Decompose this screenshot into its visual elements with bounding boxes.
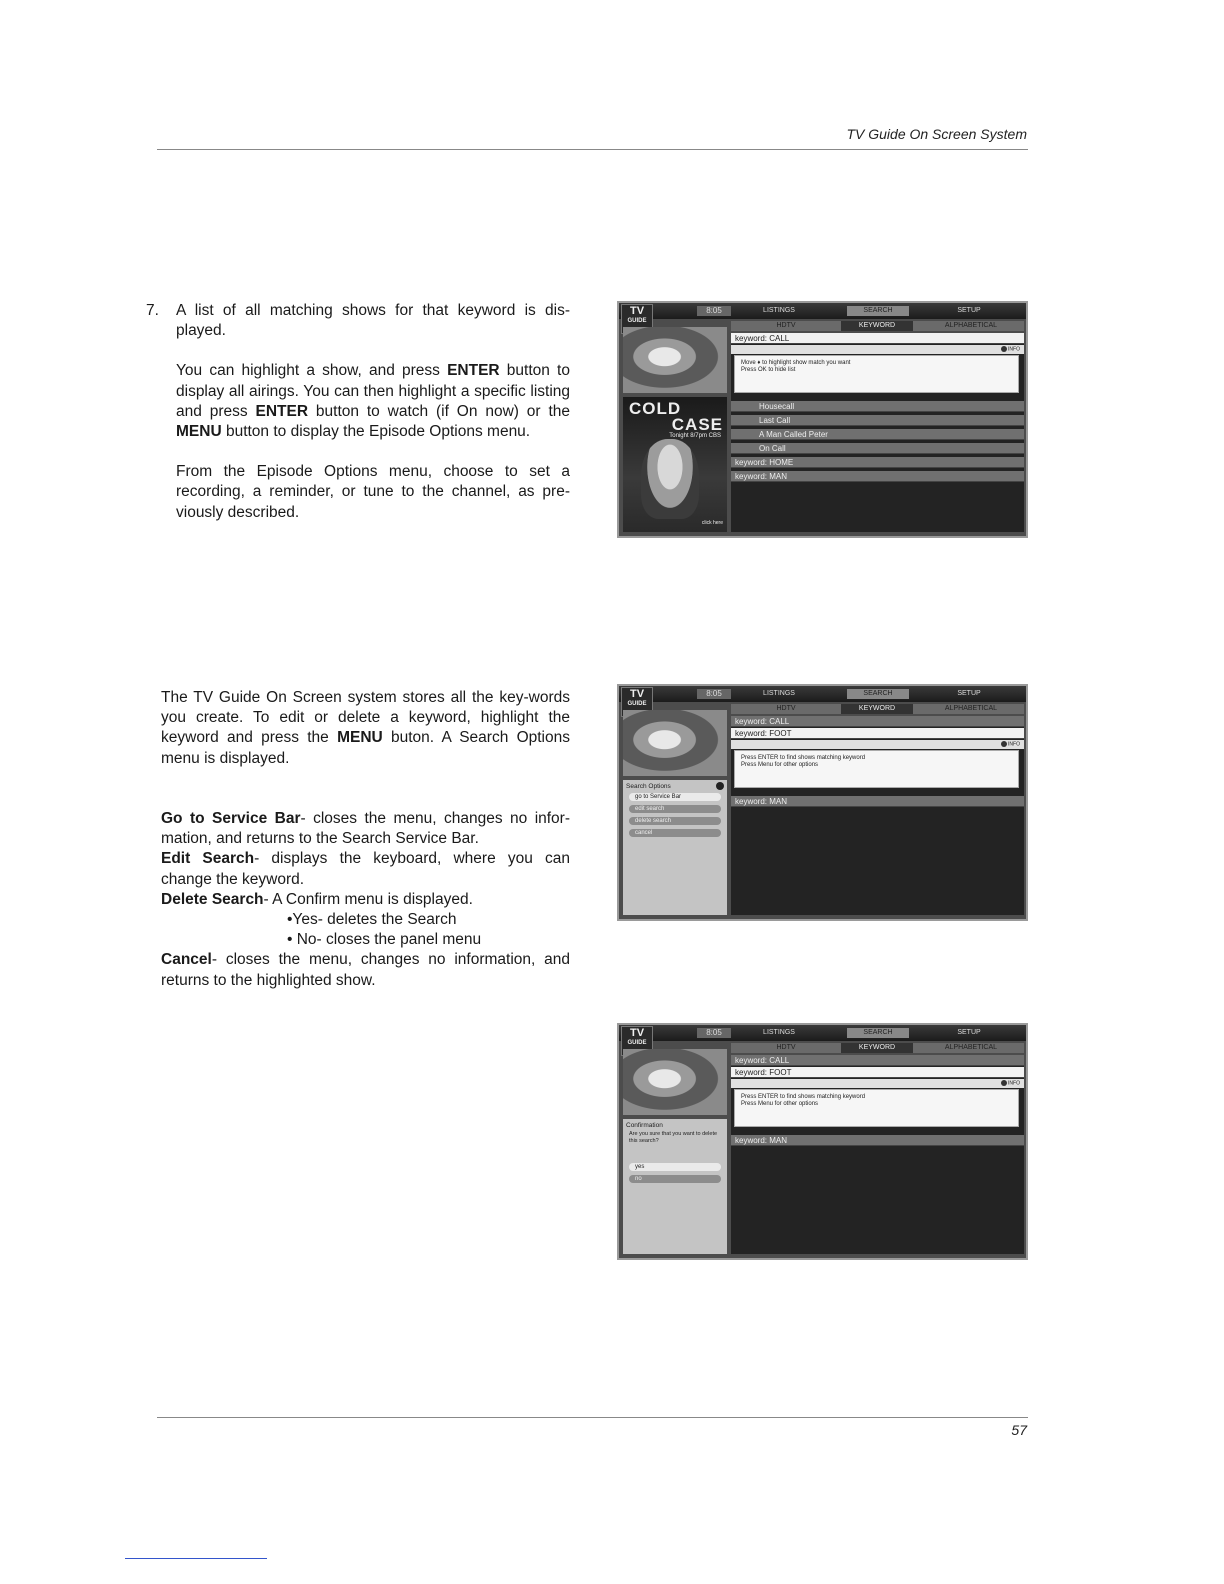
help-line: Press Menu for other options — [741, 762, 819, 768]
keyword-row[interactable]: keyword: CALL — [731, 716, 1024, 727]
ad-title-2: CASE — [671, 415, 723, 434]
tab-hdtv[interactable]: HDTV — [776, 322, 796, 329]
footer-underline — [125, 1558, 267, 1559]
tab-keyword[interactable]: KEYWORD — [841, 321, 913, 331]
keywords-intro — [161, 688, 570, 769]
tv-guide-screenshot-keyword-results — [617, 301, 1028, 538]
help-line: Press ENTER to find shows matching keyword — [741, 1094, 866, 1100]
help-message — [734, 750, 1019, 788]
edit-definition — [161, 849, 570, 889]
tab-keyword[interactable]: KEYWORD — [841, 704, 913, 714]
help-line: Move ♦ to highlight show match you want — [741, 360, 851, 366]
cold-case-ad[interactable] — [623, 397, 727, 532]
nav-listings[interactable]: LISTINGS — [763, 690, 795, 697]
tv-guide-screenshot-search-options — [617, 684, 1028, 921]
desc: - closes the menu, changes no information, and returns to the highlighted show. — [161, 951, 570, 989]
step-number: 7. — [146, 302, 159, 319]
ad-title-1: COLD — [629, 399, 682, 418]
search-options-panel — [623, 780, 727, 915]
ad-airtime — [669, 433, 721, 439]
clock: 8:05 — [697, 306, 731, 316]
clock: 8:05 — [697, 689, 731, 699]
delete-definition — [161, 890, 570, 910]
text-run: button to watch (if On now) or the — [308, 402, 570, 420]
keyword-row[interactable]: keyword: CALL — [731, 333, 1024, 344]
results-area — [731, 1055, 1024, 1254]
go-to-service-bar-option[interactable]: go to Service Bar — [629, 793, 721, 801]
tv-guide-screenshot-confirmation — [617, 1023, 1028, 1260]
nav-search[interactable]: SEARCH — [847, 306, 909, 316]
video-preview — [623, 710, 727, 776]
service-bar — [619, 1025, 1026, 1041]
tab-alphabetical[interactable]: ALPHABETICAL — [944, 322, 998, 329]
video-preview — [623, 327, 727, 393]
step-7 — [146, 301, 570, 523]
footer-rule — [157, 1417, 1028, 1418]
enter-key-label: ENTER — [255, 402, 309, 420]
search-subbar — [731, 321, 1024, 331]
menu-key-label: MENU — [337, 729, 383, 747]
nav-search[interactable]: SEARCH — [847, 689, 909, 699]
nav-listings[interactable]: LISTINGS — [763, 1029, 795, 1036]
text-run: The TV Guide On Screen system stores all the key-words you create. To edit or delete a keyword, highlight the keyword and press the — [161, 689, 570, 747]
keyword-row[interactable]: keyword: MAN — [731, 1135, 1024, 1146]
desc: - displays the keyboard, where you can change the keyword. — [161, 850, 570, 888]
help-message — [734, 355, 1019, 393]
step-7-paragraph-3: From the Episode Options menu, choose to set a recording, a reminder, or tune to the channel, as pre-viously described. — [176, 463, 570, 521]
help-line: Press OK to hide list — [741, 367, 796, 373]
panel-title: Confirmation — [626, 1122, 663, 1129]
term: Cancel — [161, 951, 212, 969]
step-7-paragraph-2 — [146, 361, 570, 442]
search-subbar — [731, 1043, 1024, 1053]
info-icon[interactable]: INFO — [1001, 1080, 1020, 1087]
info-icon[interactable]: INFO — [1001, 346, 1020, 353]
info-icon[interactable] — [716, 782, 724, 790]
enter-key-label: ENTER — [447, 362, 500, 380]
result-item[interactable]: On Call — [731, 443, 1024, 454]
logo-subtext: GUIDE — [627, 701, 647, 707]
keyword-row-selected[interactable]: keyword: FOOT — [731, 728, 1024, 739]
confirmation-message: Are you sure that you want to delete this search? — [629, 1131, 718, 1144]
delete-search-option[interactable]: delete search — [629, 817, 721, 825]
term: Edit Search — [161, 850, 255, 868]
logo-text: TV — [629, 688, 645, 700]
desc: - A Confirm menu is displayed. — [263, 890, 473, 908]
tab-hdtv[interactable]: HDTV — [776, 1044, 796, 1051]
result-item[interactable]: A Man Called Peter — [731, 429, 1024, 440]
yes-bullet: •Yes- deletes the Search — [287, 911, 457, 929]
cancel-option[interactable]: cancel — [629, 829, 721, 837]
info-row — [731, 1079, 1024, 1088]
logo-text: TV — [629, 305, 645, 317]
tab-alphabetical[interactable]: ALPHABETICAL — [944, 705, 998, 712]
help-line: Press Menu for other options — [741, 1101, 819, 1107]
goto-definition — [161, 809, 570, 849]
tab-hdtv[interactable]: HDTV — [776, 705, 796, 712]
text-run: button to display the Episode Options menu. — [221, 423, 531, 441]
keyword-row[interactable]: keyword: CALL — [731, 1055, 1024, 1066]
nav-search[interactable]: SEARCH — [847, 1028, 909, 1038]
service-bar — [619, 303, 1026, 319]
running-header: TV Guide On Screen System — [846, 126, 1027, 142]
video-preview — [623, 1049, 727, 1115]
help-message — [734, 1089, 1019, 1127]
clock: 8:05 — [697, 1028, 731, 1038]
tab-keyword[interactable]: KEYWORD — [841, 1043, 913, 1053]
nav-setup[interactable]: SETUP — [957, 307, 981, 314]
text-run: You can highlight a show, and press — [176, 362, 448, 380]
keyword-row[interactable]: keyword: HOME — [731, 457, 1024, 468]
keyword-row[interactable]: keyword: MAN — [731, 796, 1024, 807]
term: Delete Search — [161, 890, 264, 908]
cancel-definition — [161, 950, 570, 990]
keyword-row-selected[interactable]: keyword: FOOT — [731, 1067, 1024, 1078]
search-subbar — [731, 704, 1024, 714]
no-bullet: • No- closes the panel menu — [287, 931, 482, 949]
result-item[interactable]: Last Call — [731, 415, 1024, 426]
keyword-row[interactable]: keyword: MAN — [731, 471, 1024, 482]
ad-network: CBS — [708, 433, 721, 439]
page-number: 57 — [1011, 1422, 1027, 1438]
logo-text: TV — [629, 1027, 645, 1039]
panel-title: Search Options — [626, 783, 671, 790]
yes-option[interactable]: yes — [629, 1163, 721, 1171]
nav-listings[interactable]: LISTINGS — [763, 307, 795, 314]
confirmation-panel — [623, 1119, 727, 1254]
text-run: buton. A Search Options menu is displayed. — [161, 729, 570, 767]
search-options-definitions — [161, 809, 570, 991]
tab-alphabetical[interactable]: ALPHABETICAL — [944, 1044, 998, 1051]
logo-subtext: GUIDE — [627, 318, 647, 324]
results-area — [731, 716, 1024, 915]
info-icon[interactable]: INFO — [1001, 741, 1020, 748]
header-rule — [157, 149, 1028, 150]
results-area — [731, 333, 1024, 532]
desc: - closes the menu, changes no infor-mation, and returns to the Search Service Bar. — [161, 810, 571, 848]
nav-setup[interactable]: SETUP — [957, 1029, 981, 1036]
text-run: button to display all airings. You can then highlight a specific listing and press — [176, 362, 570, 420]
info-row — [731, 345, 1024, 354]
step-7-line: A list of all matching shows for that keyword is dis-played. — [176, 302, 570, 340]
service-bar — [619, 686, 1026, 702]
ad-footer: click here — [701, 520, 723, 526]
no-option[interactable]: no — [629, 1175, 721, 1183]
edit-search-option[interactable]: edit search — [629, 805, 721, 813]
ad-portrait — [641, 439, 699, 519]
term: Go to Service Bar — [161, 810, 301, 827]
logo-subtext: GUIDE — [627, 1040, 647, 1046]
ad-time: Tonight 8/7pm — [669, 433, 707, 439]
help-line: Press ENTER to find shows matching keyword — [741, 755, 866, 761]
info-row — [731, 740, 1024, 749]
menu-key-label: MENU — [176, 423, 222, 441]
result-item[interactable]: Housecall — [731, 401, 1024, 412]
nav-setup[interactable]: SETUP — [957, 690, 981, 697]
